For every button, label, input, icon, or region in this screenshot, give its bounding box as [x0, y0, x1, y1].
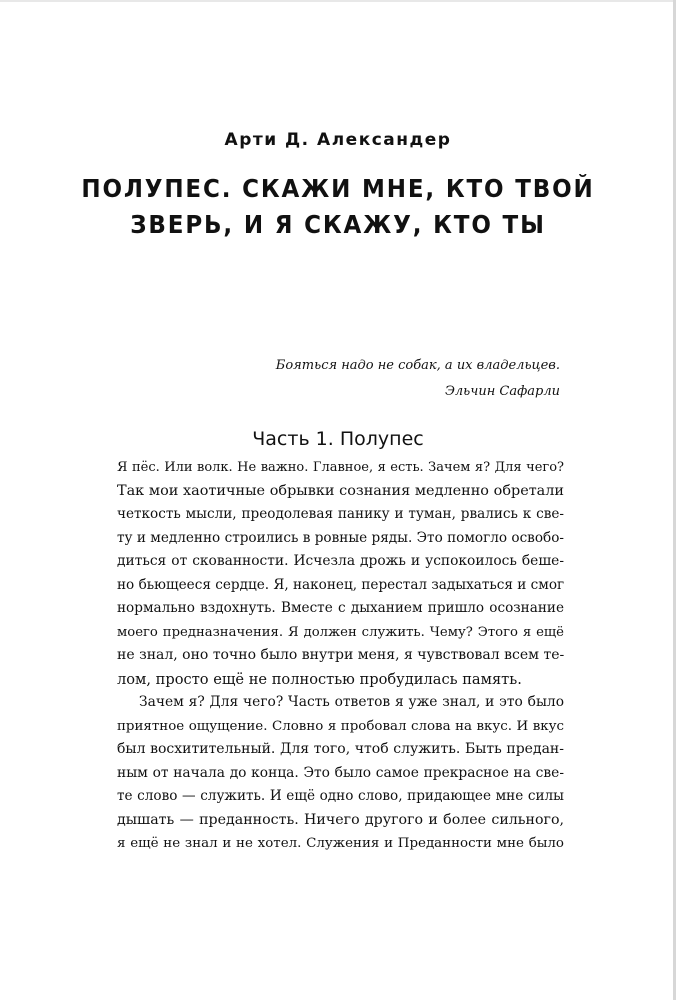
text-line: четкость мысли, преодолевая панику и туман, рвались к све-	[117, 506, 564, 522]
text-line: ным от начала до конца. Это было самое прекрасное на све-	[117, 764, 564, 781]
text-line: дышать — преданность. Ничего другого и более сильного,	[117, 811, 564, 828]
epigraph-attribution: Эльчин Сафарли	[444, 384, 560, 399]
paragraph-1	[117, 456, 564, 691]
title-line-2: ЗВЕРЬ, И Я СКАЖУ, КТО ТЫ	[130, 210, 546, 239]
title-line-1: ПОЛУПЕС. СКАЖИ МНЕ, КТО ТВОЙ	[81, 174, 595, 203]
text-line: не знал, оно точно было внутри меня, я чувствовал всем те-	[117, 647, 565, 663]
body-text	[117, 456, 564, 856]
page-top-edge	[0, 0, 676, 2]
text-line: лом, просто ещё не полностью пробудилась память.	[117, 670, 522, 688]
text-line: был восхитительный. Для того, чтоб служить. Быть предан-	[117, 741, 564, 757]
text-line: Так мои хаотичные обрывки сознания медленно обретали	[117, 482, 564, 499]
author-name: Арти Д. Александер	[224, 130, 452, 150]
text-line: ту и медленно строились в ровные ряды. Это помогло освобо-	[117, 529, 564, 546]
text-line: моего предназначения. Я должен служить. Чему? Этого я ещё	[117, 624, 564, 640]
text-line: Зачем я? Для чего? Часть ответов я уже знал, и это было	[139, 694, 564, 710]
epigraph	[140, 355, 560, 403]
text-line: но бьющееся сердце. Я, наконец, перестал задыхаться и смог	[117, 576, 565, 593]
text-line: Я пёс. Или волк. Не важно. Главное, я есть. Зачем я? Для чего?	[117, 460, 564, 475]
chapter-heading: Часть 1. Полупес	[252, 428, 424, 450]
text-line: диться от скованности. Исчезла дрожь и успокоилось беше-	[117, 553, 564, 569]
text-line: нормально вздохнуть. Вместе с дыханием пришло осознание	[117, 600, 564, 616]
text-line: те слово — служить. И ещё одно слово, придающее мне силы	[117, 788, 564, 804]
text-line: я ещё не знал и не хотел. Служения и Преданности мне было	[117, 836, 564, 851]
epigraph-quote: Бояться надо не собак, а их владельцев.	[275, 358, 560, 373]
paragraph-2	[117, 691, 564, 856]
book-title	[27, 171, 649, 243]
text-line: приятное ощущение. Словно я пробовал слова на вкус. И вкус	[117, 718, 564, 734]
